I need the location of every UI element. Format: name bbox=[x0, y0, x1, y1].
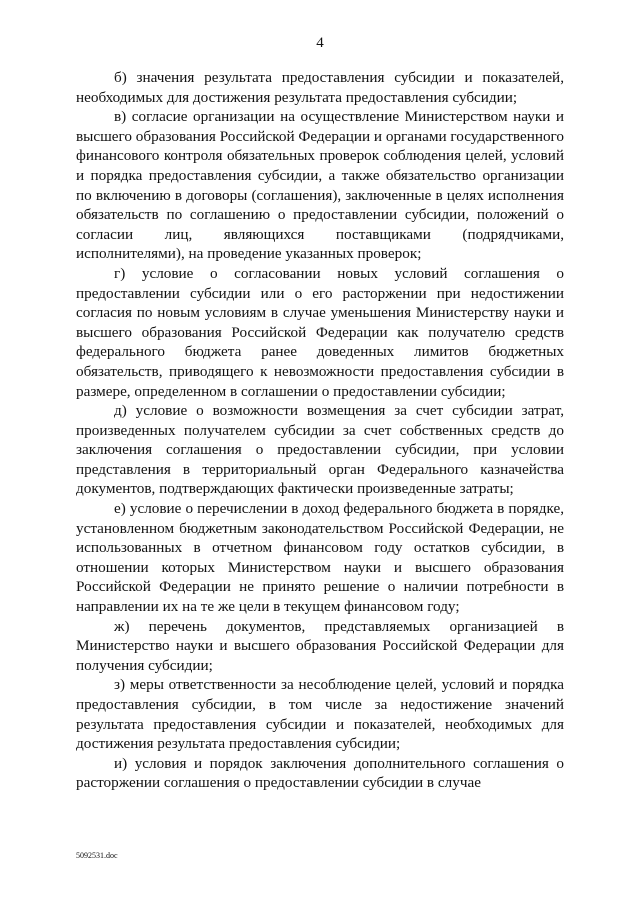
paragraph-v: в) согласие организации на осуществление Министерством науки и высшего образования Российской Федерации и органами государственного финансового контроля обязательных проверок соблюдения целей, условий и порядка предоставления субсидии, а также обязательство организации по включению в договоры (соглашения), заключенные в целях исполнения обязательств по соглашению о предоставлении субсидии, положений о согласии лиц, являющихся поставщиками (подрядчиками, исполнителями), на проведение указанных проверок; bbox=[76, 108, 564, 263]
paragraph-z: з) меры ответственности за несоблюдение целей, условий и порядка предоставления субсидии, в том числе за недостижение значений результата предоставления субсидии и показателей, необходимых для достижения результата предоставления субсидии; bbox=[76, 676, 564, 753]
paragraph-e: е) условие о перечислении в доход федерального бюджета в порядке, установленном бюджетным законодательством Российской Федерации, не использованных в отчетном финансовом году остатков субсидии, в отношении которых Министерством науки и высшего образования Российской Федерации не принято решение о наличии потребности в направлении их на те же цели в текущем финансовом году; bbox=[76, 500, 564, 616]
paragraph-i: и) условия и порядок заключения дополнительного соглашения о расторжении соглашения о предоставлении субсидии в случае bbox=[76, 754, 564, 792]
document-filename: 5092531.doc bbox=[76, 851, 118, 860]
paragraph-g: г) условие о согласовании новых условий соглашения о предоставлении субсидии или о его расторжении при недостижении согласия по новым условиям в случае уменьшения Министерству науки и высшего образования Российской Федерации как получателю средств федерального бюджета ранее доведенных лимитов бюджетных обязательств, приводящего к невозможности предоставления субсидии в размере, определенном в соглашении о предоставлении субсидии; bbox=[76, 264, 564, 400]
paragraph-b: б) значения результата предоставления субсидии и показателей, необходимых для достижения результата предоставления субсидии; bbox=[76, 69, 564, 106]
paragraph-zh: ж) перечень документов, представляемых организацией в Министерство науки и высшего образования Российской Федерации для получения субсидии; bbox=[76, 617, 564, 674]
document-body bbox=[76, 68, 564, 793]
page-number: 4 bbox=[316, 35, 324, 51]
paragraph-d: д) условие о возможности возмещения за счет субсидии затрат, произведенных получателем субсидии за счет собственных средств до заключения соглашения о предоставлении субсидии, при условии представления в территориальный орган Федерального казначейства документов, подтверждающих фактически произведенные затраты; bbox=[76, 402, 564, 498]
